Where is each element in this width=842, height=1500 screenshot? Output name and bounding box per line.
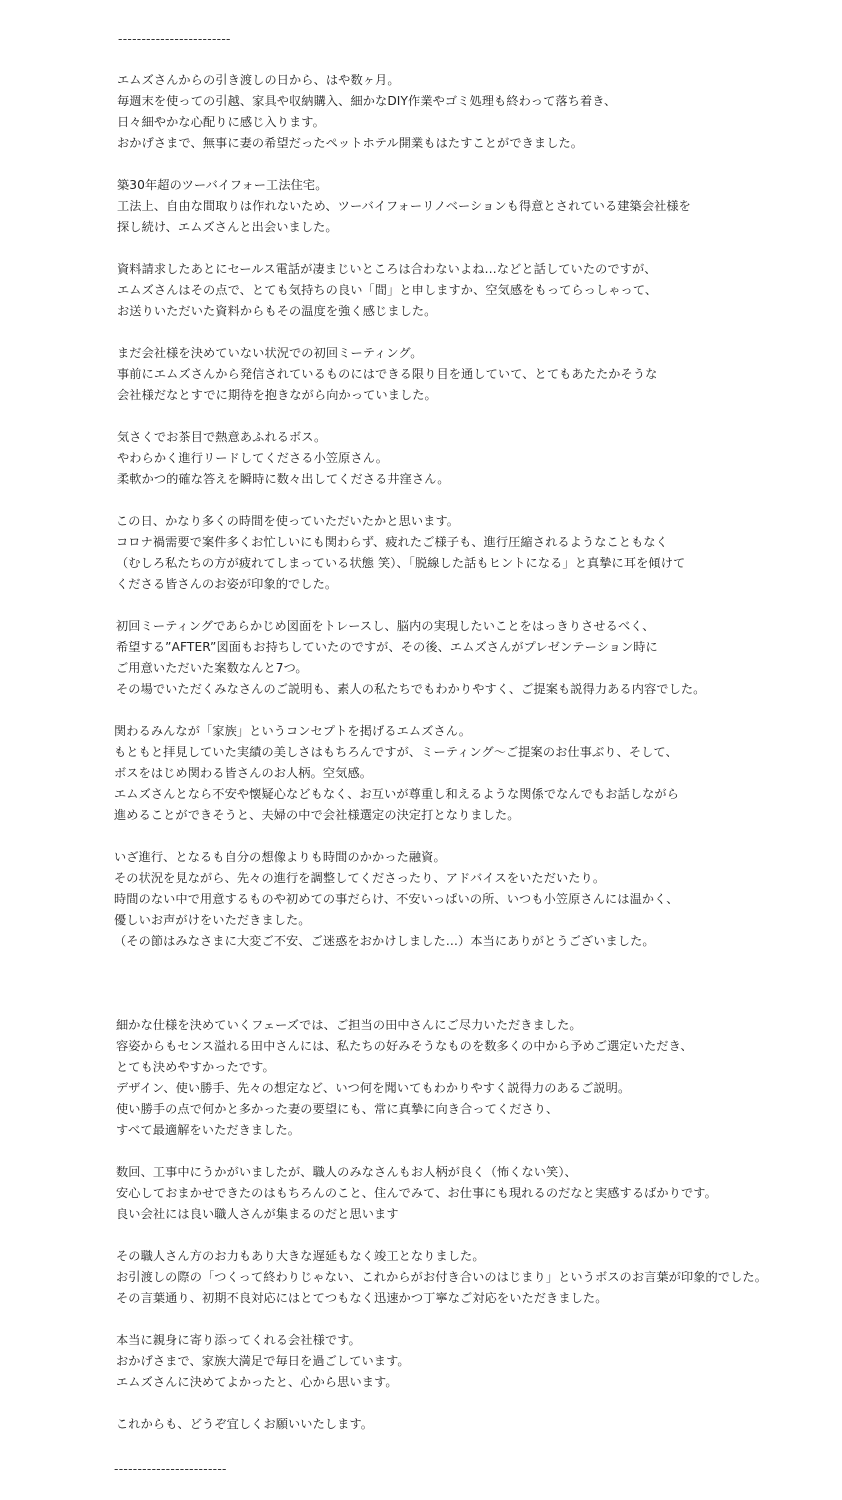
- paragraph-1-line: 日々細やかな心配りに感じ入ります。: [117, 115, 325, 129]
- paragraph-4-line: まだ会社様を決めていない状況での初回ミーティング。: [117, 346, 423, 360]
- paragraph-7-line: ご用意いただいた案数なんと7つ。: [116, 661, 308, 675]
- paragraph-2-line: 工法上、自由な間取りは作れないため、ツーバイフォーリノベーションも得意とされている建築会社様を: [117, 199, 691, 213]
- paragraph-4-line: 事前にエムズさんから発信されているものにはできる限り目を通していて、とてもあたたかそうな: [117, 367, 658, 381]
- paragraph-2-line: 探し続け、エムズさんと出会いました。: [117, 220, 338, 234]
- paragraph-6-line: コロナ禍需要で案件多くお忙しいにも関わらず、疲れたご様子も、進行圧縮されるようなこともなく: [116, 535, 668, 549]
- paragraph-6-line: くださる皆さんのお姿が印象的でした。: [116, 577, 338, 591]
- paragraph-8-line: ボスをはじめ関わる皆さんのお人柄。空気感。: [114, 766, 373, 780]
- paragraph-13-line: 本当に親身に寄り添ってくれる会社様です。: [116, 1333, 361, 1347]
- paragraph-3-line: 資料請求したあとにセールス電話が凄まじいところは合わないよね…などと話していたのですが、: [117, 262, 657, 276]
- paragraph-1-line: エムズさんからの引き渡しの日から、はや数ヶ月。: [117, 73, 400, 87]
- paragraph-6-line: この日、かなり多くの時間を使っていただいたかと思います。: [116, 514, 460, 528]
- paragraph-8-line: もともと拝見していた実績の美しさはもちろんですが、ミーティング～ご提案のお仕事ぶり、そして、: [114, 745, 678, 759]
- paragraph-1-line: おかげさまで、無事に妻の希望だったペットホテル開業もはたすことができました。: [117, 136, 584, 150]
- paragraph-11-line: 良い会社には良い職人さんが集まるのだと思います: [116, 1207, 399, 1221]
- paragraph-12-line: その言葉通り、初期不良対応にはとてつもなく迅速かつ丁寧なご対応をいただきました。: [116, 1291, 608, 1305]
- paragraph-8-line: エムズさんとなら不安や懐疑心などもなく、お互いが尊重し和えるような関係でなんでもお話しながら: [114, 787, 679, 801]
- paragraph-5-line: やわらかく進行リードしてくださる小笠原さん。: [117, 451, 389, 465]
- paragraph-13-line: おかげさまで、家族大満足で毎日を過ごしています。: [116, 1354, 410, 1368]
- paragraph-8-line: 進めることができそうと、夫婦の中で会社様選定の決定打となりました。: [114, 808, 520, 822]
- paragraph-5-line: 気さくでお茶目で熱意あふれるボス。: [117, 430, 327, 444]
- paragraph-9-line: 時間のない中で用意するものや初めての事だらけ、不安いっぱいの所、いつも小笠原さんには温かく、: [114, 892, 679, 906]
- paragraph-10-line: 細かな仕様を決めていくフェーズでは、ご担当の田中さんにご尽力いただきました。: [116, 1018, 582, 1032]
- paragraph-9-line: その状況を見ながら、先々の進行を調整してくださったり、アドバイスをいただいたり。: [114, 871, 606, 885]
- paragraph-10-line: 使い勝手の点で何かと多かった妻の要望にも、常に真摯に向き合ってくださり、: [116, 1102, 559, 1116]
- paragraph-6-line: （むしろ私たちの方が疲れてしまっている状態 笑）、「脱線した話もヒントになる」と真摯に耳を傾けて: [116, 556, 686, 570]
- separator-bottom: ------------------------: [114, 1462, 227, 1476]
- paragraph-3-line: エムズさんはその点で、とても気持ちの良い「間」と申しますか、空気感をもってらっしゃって、: [117, 283, 658, 297]
- paragraph-10-line: とても決めやすかったです。: [116, 1060, 275, 1074]
- paragraph-12-line: お引渡しの際の「つくって終わりじゃない、これからがお付き合いのはじまり」というボスのお言葉が印象的でした。: [116, 1270, 767, 1284]
- paragraph-9-line: いざ進行、となるも自分の想像よりも時間のかかった融資。: [114, 850, 446, 864]
- paragraph-1-line: 毎週末を使っての引越、家具や収納購入、細かなDIY作業やゴミ処理も終わって落ち着き、: [117, 94, 617, 108]
- paragraph-8-line: 関わるみんなが「家族」というコンセプトを掲げるエムズさん。: [114, 724, 472, 738]
- paragraph-2-line: 築30年超のツーバイフォー工法住宅。: [117, 178, 328, 192]
- paragraph-11-line: 数回、工事中にうかがいましたが、職人のみなさんもお人柄が良く（怖くない笑）、: [116, 1165, 577, 1179]
- paragraph-3-line: お送りいただいた資料からもその温度を強く感じました。: [117, 304, 437, 318]
- paragraph-10-line: デザイン、使い勝手、先々の想定など、いつ何を聞いてもわかりやすく説得力のあるご説明。: [116, 1081, 631, 1095]
- paragraph-7-line: 希望する”AFTER”図面もお持ちしていたのですが、その後、エムズさんがプレゼンテーション時に: [116, 640, 658, 654]
- paragraph-5-line: 柔軟かつ的確な答えを瞬時に数々出してくださる井窪さん。: [117, 472, 450, 486]
- paragraph-7-line: その場でいただくみなさんのご説明も、素人の私たちでもわかりやすく、ご提案も説得力ある内容でした。: [116, 682, 706, 696]
- paragraph-9-line: 優しいお声がけをいただきました。: [114, 913, 311, 927]
- paragraph-10-line: 容姿からもセンス溢れる田中さんには、私たちの好みそうなものを数多くの中から予めご選定いただき、: [116, 1039, 693, 1053]
- separator-top: ------------------------: [118, 32, 231, 46]
- paragraph-12-line: その職人さん方のお力もあり大きな遅延もなく竣工となりました。: [116, 1249, 485, 1263]
- paragraph-9-line: （その節はみなさまに大変ご不安、ご迷惑をおかけしました…）本当にありがとうございました。: [114, 934, 655, 948]
- paragraph-4-line: 会社様だなとすでに期待を抱きながら向かっていました。: [117, 388, 437, 402]
- paragraph-10-line: すべて最適解をいただきました。: [116, 1123, 301, 1137]
- paragraph-13-line: エムズさんに決めてよかったと、心から思います。: [116, 1375, 398, 1389]
- paragraph-14-line: これからも、どうぞ宜しくお願いいたします。: [116, 1417, 374, 1431]
- paragraph-7-line: 初回ミーティングであらかじめ図面をトレースし、脳内の実現したいことをはっきりさせるべく、: [116, 619, 655, 633]
- paragraph-11-line: 安心しておまかせできたのはもちろんのこと、住んでみて、お仕事にも現れるのだなと実感するばかりです。: [116, 1186, 717, 1200]
